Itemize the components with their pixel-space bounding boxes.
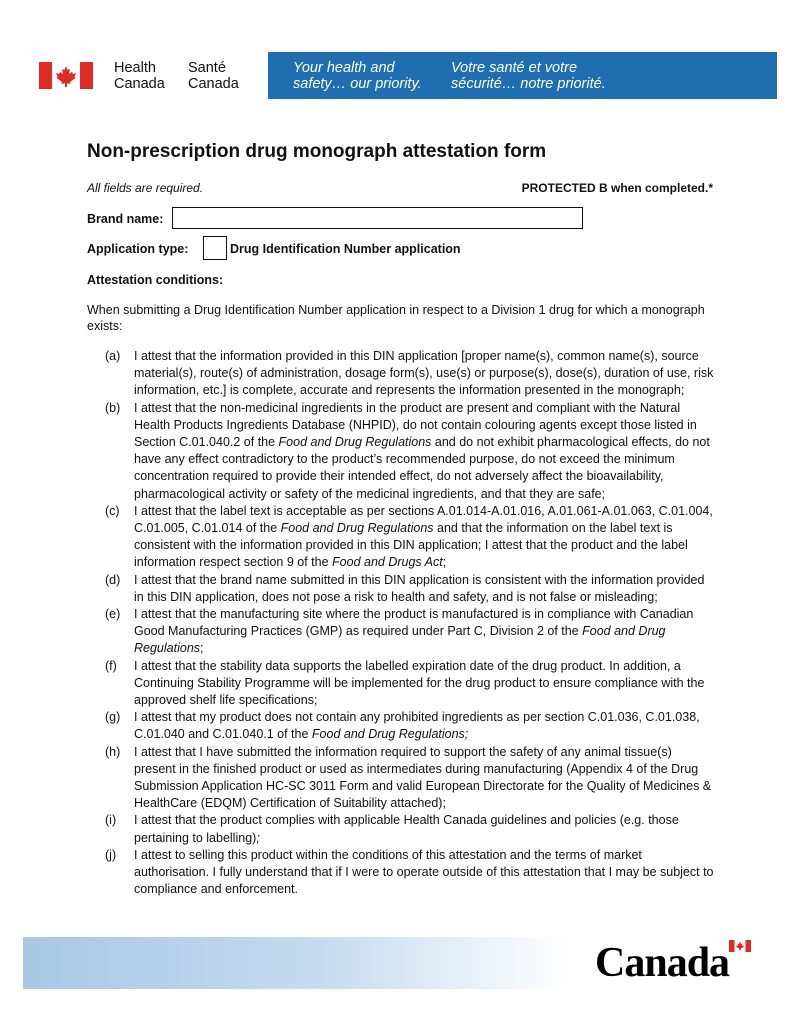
condition-text xyxy=(134,745,711,811)
condition-text-segment: I attest to selling this product within the conditions of this attestation and the terms of market authorisation. I fully understand that if I were to operate outside of this attestation that I may be subject to compliance and enforcement. xyxy=(134,847,714,897)
condition-citation: Food and Drug Regulations xyxy=(278,435,432,450)
slogan-fr-line2: sécurité… notre priorité. xyxy=(451,76,606,92)
condition-letter: (j) xyxy=(105,847,117,862)
attestation-condition xyxy=(105,812,715,846)
page-title: Non-prescription drug monograph attestation form xyxy=(87,141,547,162)
condition-text-segment: ; xyxy=(442,555,447,570)
slogan-french xyxy=(451,60,606,92)
wordmark-flag-icon xyxy=(729,940,751,952)
slogan-en-line1: Your health and xyxy=(293,60,395,76)
org-name-french xyxy=(188,60,239,92)
condition-text-segment: I attest that the information provided in this DIN application [proper name(s), common name(s), source material(s), route(s) of administration, dosage form(s), use(s) or purpose(s), dose(s), duration of use, risk information, etc.] is complete, accurate and represents the information presented in the monograph; xyxy=(134,349,714,398)
condition-letter: (g) xyxy=(105,710,121,725)
condition-text-segment: and do not exhibit pharmacological effects, do not have any effect contradictory to the product’s recommended purpose, do not exceed the minimum concentration required to provide their intended effect, do not adversely affect the bioavailability, pharmacological activity or safety of the medicinal ingredients, and that they are safe; xyxy=(134,435,710,501)
condition-citation: Food and Drug Regulations xyxy=(280,521,434,536)
condition-text xyxy=(134,504,713,570)
condition-letter: (d) xyxy=(105,572,121,587)
brand-name-label: Brand name: xyxy=(87,212,164,226)
condition-text xyxy=(134,848,714,896)
condition-citation: Food and Drug Regulations xyxy=(134,624,666,656)
protected-b-notice: PROTECTED B when completed.* xyxy=(521,181,713,195)
attestation-condition xyxy=(105,503,715,572)
condition-text xyxy=(134,349,713,397)
condition-text-segment: I attest that the stability data supports the labelled expiration date of the drug product. In addition, a Continuing Stability Programme will be implemented for the drug product to ensure compliance with the approved shelf life specifications; xyxy=(134,658,705,708)
condition-text-segment: I attest that I have submitted the information required to support the safety of any animal tissue(s) present in the finished product or used as intermediates during manufacturing (Appendix 4 of the Drug Submission Application HC-SC 3011 Form and valid European Directorate for the Quality of Medicines & HealthCare (EDQM) Certification of Suitability attached); xyxy=(134,744,712,811)
slogan-banner xyxy=(268,52,777,99)
org-fr-line2: Canada xyxy=(188,76,239,92)
condition-letter: (b) xyxy=(105,400,121,415)
din-application-checkbox[interactable] xyxy=(203,236,227,260)
attestation-condition xyxy=(105,606,715,658)
condition-citation: ; xyxy=(256,830,260,845)
din-application-option-label: Drug Identification Number application xyxy=(230,242,461,256)
condition-text-segment: ; xyxy=(200,641,204,656)
footer-gradient-bar xyxy=(23,937,568,989)
org-fr-line1: Santé xyxy=(188,60,226,76)
condition-text xyxy=(134,573,704,604)
condition-letter: (a) xyxy=(105,349,121,363)
brand-name-input[interactable] xyxy=(172,207,583,229)
attestation-condition xyxy=(105,400,715,503)
condition-text xyxy=(134,401,710,501)
condition-citation: Food and Drugs Act xyxy=(332,555,443,570)
condition-text-segment: I attest that the label text is acceptable as per sections A.01.014-A.01.016, A.01.061-A.01.063, C.01.004, C.01.005, C.01.014 of the xyxy=(134,503,713,536)
slogan-en-line2: safety… our priority. xyxy=(293,76,422,92)
attestation-conditions-list xyxy=(105,348,715,899)
org-name-english xyxy=(114,60,165,92)
canada-wordmark-text: Canada xyxy=(595,940,730,986)
condition-text-segment: and that the information on the label text is consistent with the information provided in this DIN application; I attest that the product and the label information respect section 9 of the xyxy=(134,521,688,570)
condition-letter: (i) xyxy=(105,813,117,828)
condition-text xyxy=(134,607,693,655)
attestation-intro: When submitting a Drug Identification Number application in respect to a Division 1 drug for which a monograph exists: xyxy=(87,303,705,333)
condition-text-segment: I attest that the non-medicinal ingredients in the product are present and compliant with the Natural Health Products Ingredients Database (NHPID), do not contain colouring agents except those listed in Section C.01.040.2 of the xyxy=(134,400,697,450)
attestation-condition xyxy=(105,348,715,400)
org-en-line1: Health xyxy=(114,60,156,76)
condition-text-segment: I attest that my product does not contain any prohibited ingredients as per section C.01.036, C.01.038, C.01.040 and C.01.040.1 of the xyxy=(134,710,700,742)
condition-text-segment: I attest that the product complies with applicable Health Canada guidelines and policies (e.g. those pertaining to labelling) xyxy=(134,813,679,845)
attestation-condition xyxy=(105,847,715,899)
condition-citation: Food and Drug Regulations; xyxy=(311,727,469,742)
canada-wordmark xyxy=(595,940,755,986)
canada-flag-icon xyxy=(39,62,93,89)
condition-letter: (h) xyxy=(105,744,121,759)
page-header xyxy=(0,0,800,110)
condition-text-segment: I attest that the manufacturing site where the product is manufactured is in compliance with Canadian Good Manufacturing Practices (GMP) as required under Part C, Division 2 of the xyxy=(134,607,694,639)
condition-text xyxy=(134,659,704,707)
condition-text xyxy=(134,710,700,741)
condition-text-segment: I attest that the brand name submitted in this DIN application is consistent with the information provided in this DIN application, does not pose a risk to health and safety, and is not false or misleading; xyxy=(134,572,705,604)
condition-letter: (c) xyxy=(105,503,120,518)
required-fields-note: All fields are required. xyxy=(87,181,204,195)
attestation-condition xyxy=(105,658,715,710)
attestation-conditions-heading: Attestation conditions: xyxy=(87,273,224,287)
application-type-label: Application type: xyxy=(87,242,189,256)
slogan-fr-line1: Votre santé et votre xyxy=(451,60,578,76)
condition-letter: (e) xyxy=(105,607,121,622)
attestation-condition xyxy=(105,709,715,743)
attestation-condition xyxy=(105,572,715,606)
condition-letter: (f) xyxy=(105,658,117,673)
org-en-line2: Canada xyxy=(114,76,165,92)
slogan-english xyxy=(293,60,422,92)
condition-text xyxy=(134,813,679,844)
attestation-condition xyxy=(105,744,715,813)
